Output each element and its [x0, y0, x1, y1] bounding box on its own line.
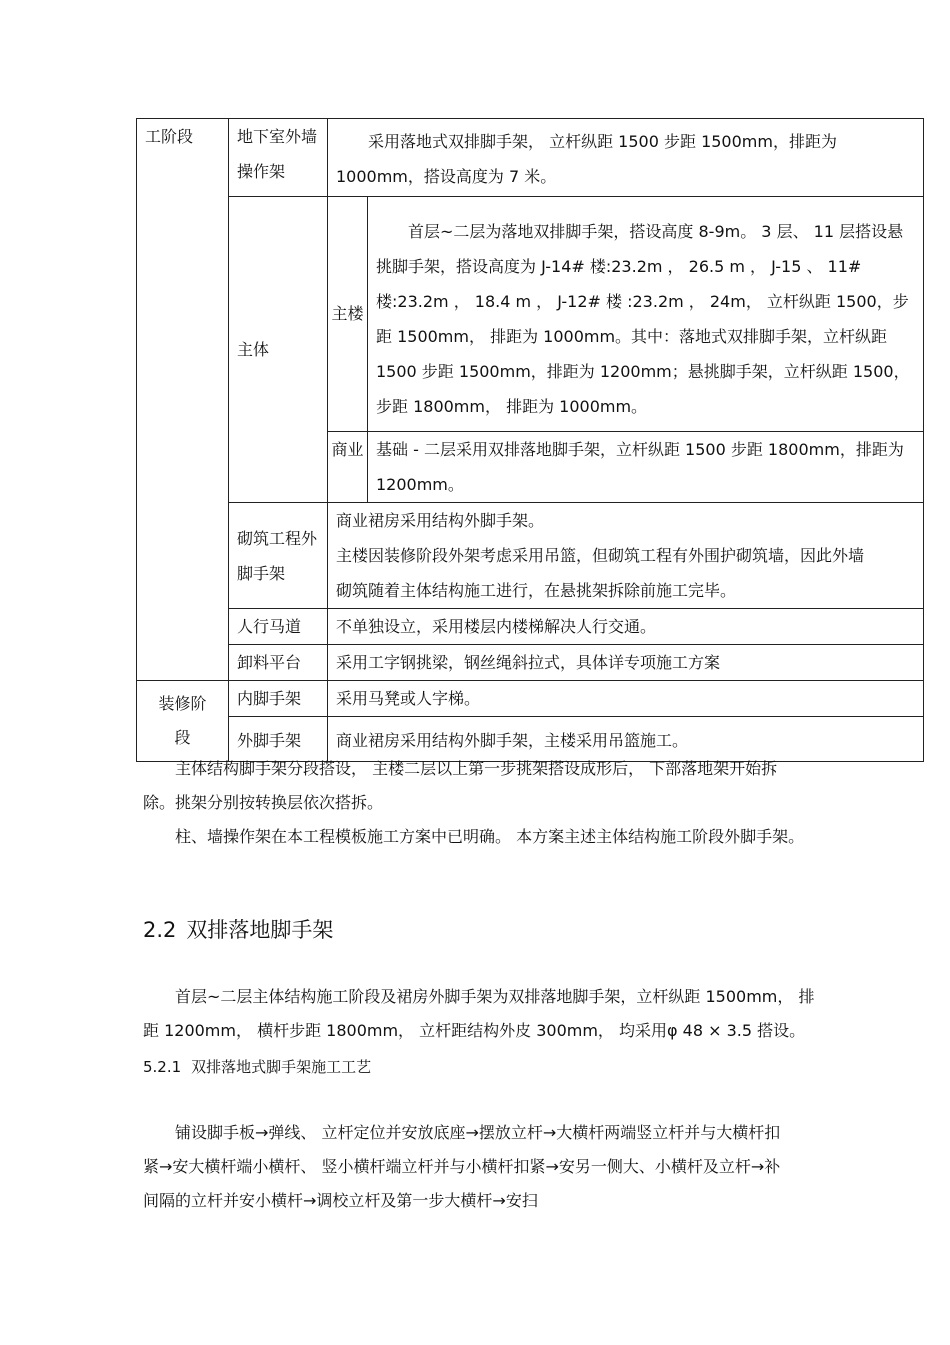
walkway-desc: 不单独设立，采用楼层内楼梯解决人行交通。 — [328, 609, 924, 645]
table-row — [137, 609, 924, 645]
platform-label: 卸料平台 — [229, 645, 328, 681]
paragraph-1: 主体结构脚手架分段搭设， 主楼二层以上第一步挑架搭设成形后， 下部落地架开始拆除。挑架分别按转换层依次搭拆。 — [143, 759, 778, 812]
masonry-desc — [328, 503, 924, 609]
commercial-label-cell — [328, 432, 368, 503]
subsection-heading — [143, 1052, 371, 1082]
table-row — [137, 645, 924, 681]
table-row — [137, 503, 924, 609]
section-number: 2.2 — [143, 918, 177, 942]
stage-cell — [137, 119, 229, 681]
section-body: 首层~二层主体结构施工阶段及裙房外脚手架为双排落地脚手架，立杆纵距 1500mm， 排距 1200mm， 横杆步距 1800mm， 立杆距结构外皮 300mm， 均采用φ 48 × 3.5 搭设。 — [143, 987, 815, 1040]
commercial-desc: 基础 - 二层采用双排落地脚手架，立杆纵距 1500 步距 1800mm，排距为 1200mm。 — [368, 432, 924, 503]
paragraph-2: 柱、墙操作架在本工程模板施工方案中已明确。 本方案主述主体结构施工阶段外脚手架。 — [175, 827, 805, 846]
masonry-line-2: 主楼因装修阶段外架考虑采用吊篮，但砌筑工程有外围护砌筑墙，因此外墙砌筑随着主体结构施工进行，在悬挑架拆除前施工完毕。 — [336, 546, 865, 600]
walkway-label: 人行马道 — [229, 609, 328, 645]
commercial-label: 商业 — [331, 440, 364, 459]
inner-scaffold-desc: 采用马凳或人字梯。 — [328, 681, 924, 717]
scaffold-schedule-table — [136, 118, 924, 762]
platform-desc: 采用工字钢挑梁，钢丝绳斜拉式，具体详专项施工方案 — [328, 645, 924, 681]
section-title: 双排落地脚手架 — [186, 918, 334, 942]
decoration-label: 装修阶段 — [137, 681, 229, 762]
main-label: 主体 — [229, 197, 328, 503]
basement-desc: 采用落地式双排脚手架， 立杆纵距 1500 步距 1500mm，排距为 1000mm，搭设高度为 7 米。 — [328, 119, 924, 197]
tower-label-cell — [328, 197, 368, 432]
tower-desc: 首层~二层为落地双排脚手架，搭设高度 8-9m。 3 层、 11 层搭设悬挑脚手架，搭设高度为 J-14# 楼:23.2m ， 26.5 m ， J-15 、 11#楼:23.2m ， 18.4 m ， J-12# 楼 :23.2m ， 24m， 立杆纵距 1500，步距 1500mm， 排距为 1000mm。其中：落地式双排脚手架，立杆纵距 1500 步距 1500mm，排距为 1200mm；悬挑脚手架，立杆纵距 1500，步距 1800mm， 排距为 1000mm。 — [368, 197, 924, 432]
subsection-title: 双排落地式脚手架施工工艺 — [191, 1058, 372, 1076]
subsection-number: 5.2.1 — [143, 1058, 182, 1076]
outer-scaffold-desc: 商业裙房采用结构外脚手架，主楼采用吊篮施工。 — [328, 717, 924, 762]
table-row — [137, 197, 924, 432]
section-heading — [143, 912, 333, 948]
outer-scaffold-label: 外脚手架 — [229, 717, 328, 762]
stage-label: 工阶段 — [145, 127, 194, 146]
table-row — [137, 119, 924, 197]
inner-scaffold-label: 内脚手架 — [229, 681, 328, 717]
tower-label: 主楼 — [331, 304, 364, 323]
basement-label: 地下室外墙操作架 — [229, 119, 328, 197]
masonry-line-1: 商业裙房采用结构外脚手架。 — [336, 511, 545, 530]
subsection-body: 铺设脚手板→弹线、 立杆定位并安放底座→摆放立杆→大横杆两端竖立杆并与大横杆扣紧→安大横杆端小横杆、 竖小横杆端立杆并与小横杆扣紧→安另一侧大、小横杆及立杆→补间隔的立杆并安小横杆→调校立杆及第一步大横杆→安扫 — [143, 1123, 781, 1210]
table-row — [137, 681, 924, 717]
masonry-label: 砌筑工程外脚手架 — [229, 503, 328, 609]
